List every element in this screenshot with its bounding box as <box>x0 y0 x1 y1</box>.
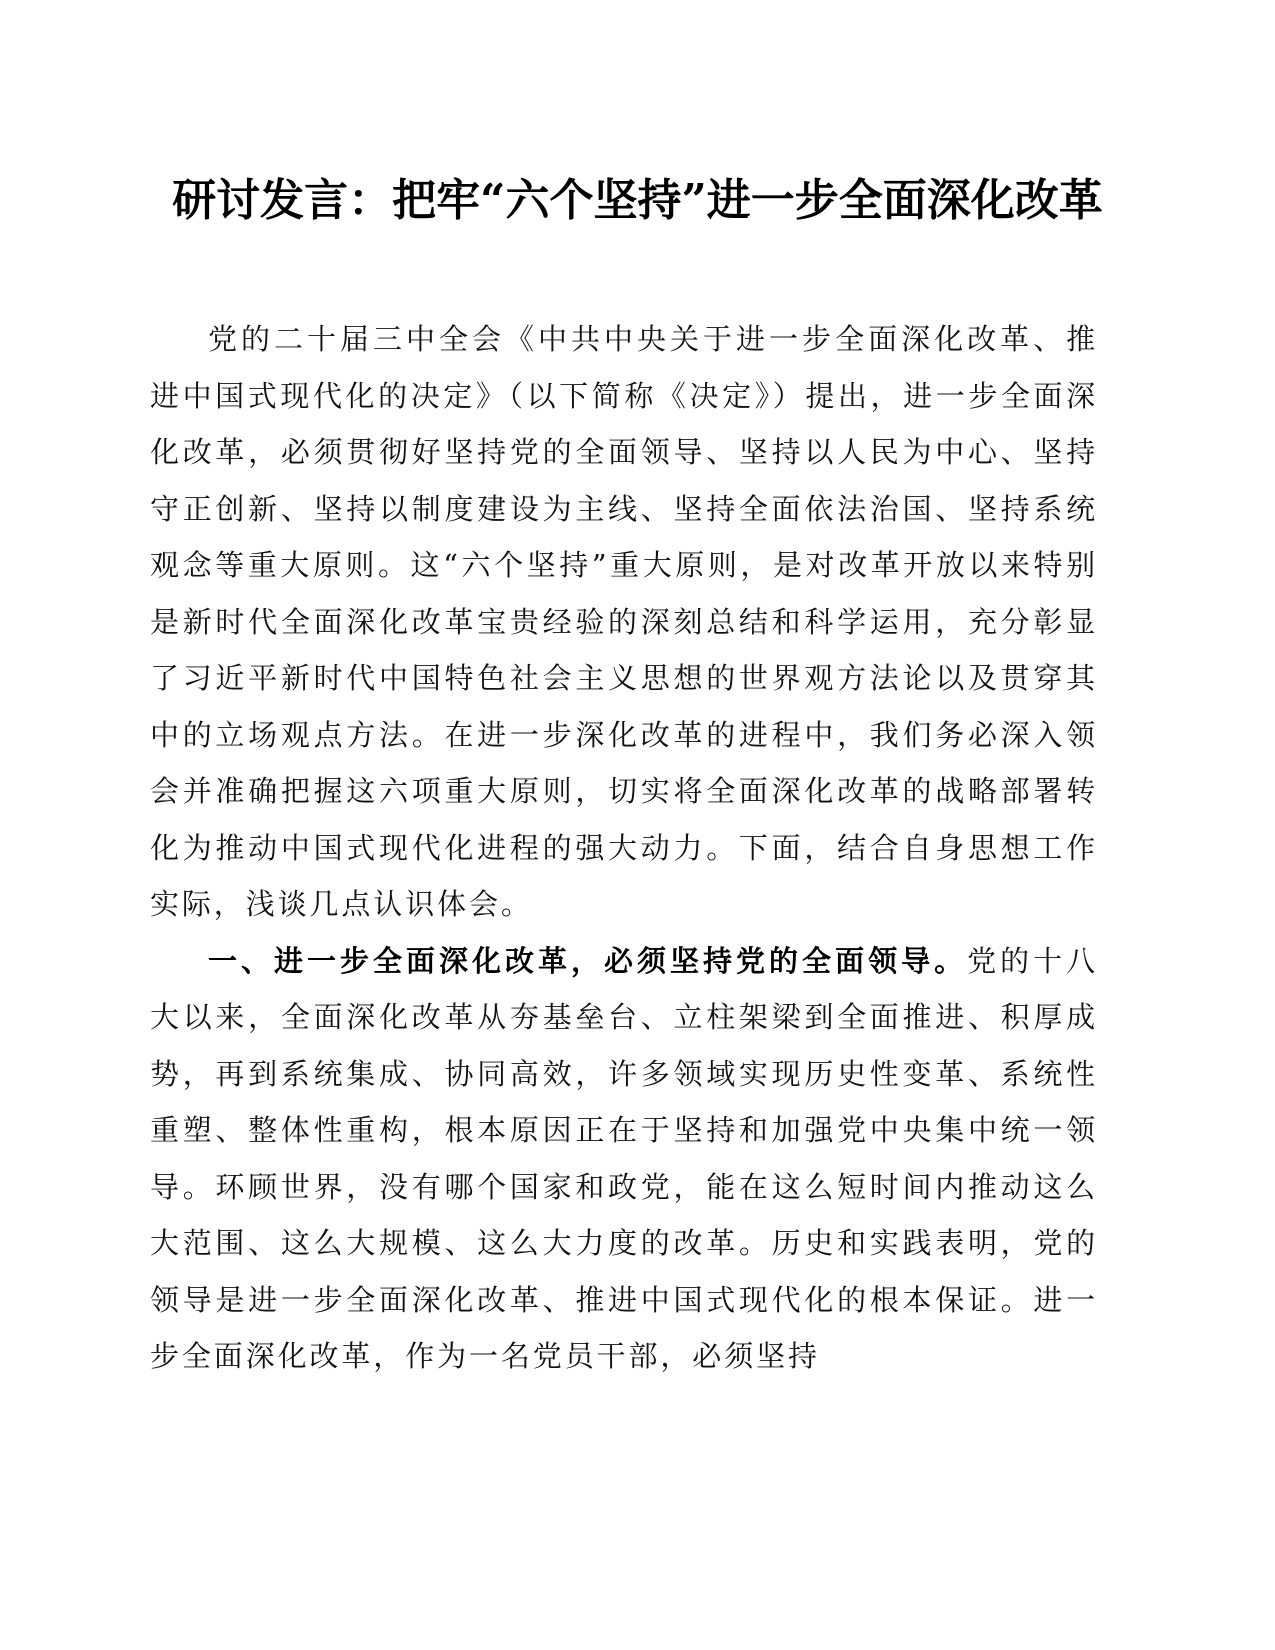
section-1-text: 党的十八大以来，全面深化改革从夯基垒台、立柱架梁到全面推进、积厚成势，再到系统集成、协同高效，许多领域实现历史性变革、系统性重塑、整体性重构，根本原因正在于坚持和加强党中央集中统一领导。环顾世界，没有哪个国家和政党，能在这么短时间内推动这么大范围、这么大规模、这么大力度的改革。历史和实践表明，党的领导是进一步全面深化改革、推进中国式现代化的根本保证。进一步全面深化改革，作为一名党员干部，必须坚持 <box>150 943 1099 1373</box>
section-1-heading: 一、进一步全面深化改革，必须坚持党的全面领导。 <box>208 943 968 978</box>
document-body <box>150 311 1098 1385</box>
paragraph-intro <box>150 311 1098 933</box>
document-title: 研讨发言：把牢“六个坚持”进一步全面深化改革 <box>172 175 1103 226</box>
paragraph-intro-text: 党的二十届三中全会《中共中央关于进一步全面深化改革、推进中国式现代化的决定》（以下简称《决定》）提出，进一步全面深化改革，必须贯彻好坚持党的全面领导、坚持以人民为中心、坚持守正创新、坚持以制度建设为主线、坚持全面依法治国、坚持系统观念等重大原则。这“六个坚持”重大原则，是对改革开放以来特别是新时代全面深化改革宝贵经验的深刻总结和科学运用，充分彰显了习近平新时代中国特色社会主义思想的世界观方法论以及贯穿其中的立场观点方法。在进一步深化改革的进程中，我们务必深入领会并准确把握这六项重大原则，切实将全面深化改革的战略部署转化为推动中国式现代化进程的强大动力。下面，结合自身思想工作实际，浅谈几点认识体会。 <box>150 322 1098 921</box>
paragraph-section-1 <box>150 933 1098 1385</box>
